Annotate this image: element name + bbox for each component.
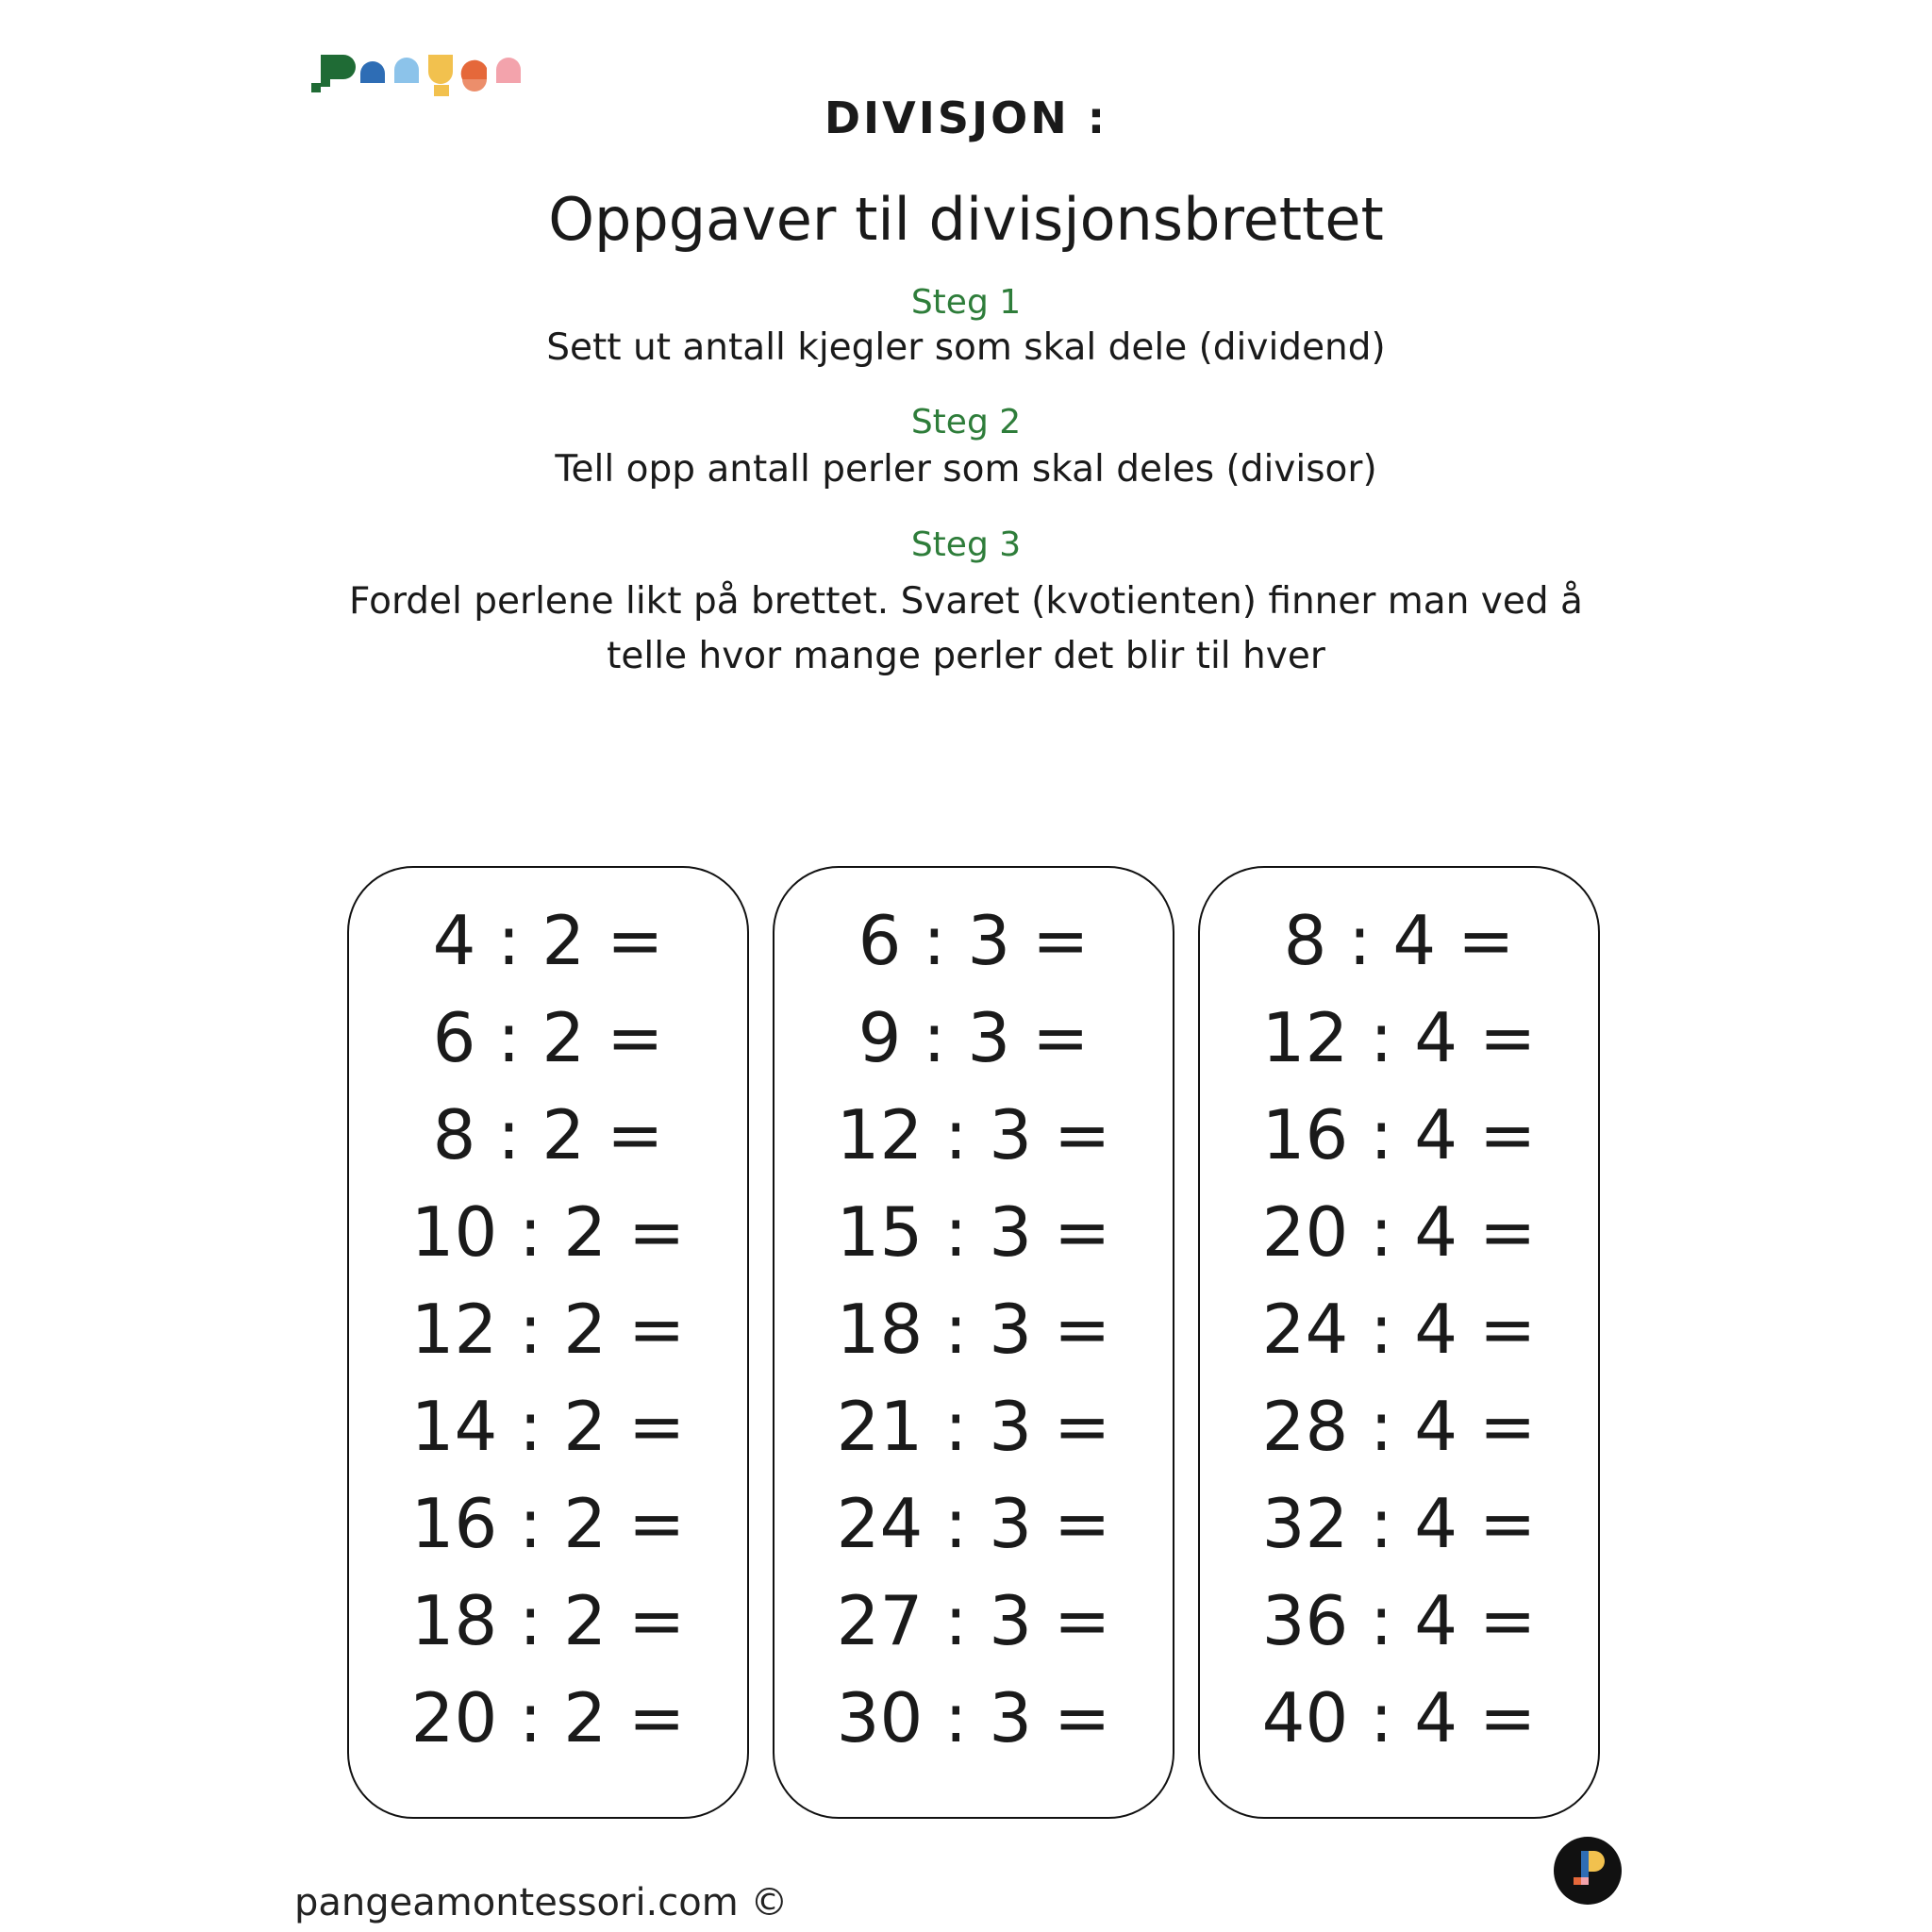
- division-problem: 15 : 3 =: [836, 1192, 1111, 1272]
- step-1-heading: Steg 1: [910, 283, 1022, 322]
- division-problem: 21 : 3 =: [836, 1387, 1111, 1466]
- division-problem: 28 : 4 =: [1261, 1387, 1537, 1466]
- division-problem: 32 : 4 =: [1261, 1484, 1537, 1563]
- division-problem: 20 : 4 =: [1261, 1192, 1537, 1272]
- step-2-heading: Steg 2: [910, 403, 1022, 441]
- division-problem: 24 : 3 =: [836, 1484, 1111, 1563]
- division-problem: 8 : 4 =: [1283, 901, 1515, 980]
- step-3-text-line-1: Fordel perlene likt på brettet. Svaret (kvotienten) finner man ved å: [349, 580, 1583, 623]
- division-problem: 20 : 2 =: [410, 1678, 686, 1757]
- division-problem: 36 : 4 =: [1261, 1581, 1537, 1660]
- footer-copyright: pangeamontessori.com ©: [294, 1881, 789, 1924]
- division-problem: 12 : 3 =: [836, 1095, 1111, 1174]
- division-problem: 6 : 2 =: [432, 998, 664, 1077]
- division-problem: 4 : 2 =: [432, 901, 664, 980]
- division-problem: 30 : 3 =: [836, 1678, 1111, 1757]
- worksheet-title: DIVISJON :: [824, 92, 1108, 143]
- division-problem: 10 : 2 =: [410, 1192, 686, 1272]
- division-problem: 9 : 3 =: [858, 998, 1090, 1077]
- division-problem: 18 : 2 =: [410, 1581, 686, 1660]
- division-problem: 6 : 3 =: [858, 901, 1090, 980]
- division-problem: 16 : 4 =: [1261, 1095, 1537, 1174]
- division-problem: 27 : 3 =: [836, 1581, 1111, 1660]
- division-problem: 12 : 2 =: [410, 1290, 686, 1369]
- worksheet-subtitle: Oppgaver til divisjonsbrettet: [548, 185, 1384, 254]
- division-problem: 8 : 2 =: [432, 1095, 664, 1174]
- step-1-text: Sett ut antall kjegler som skal dele (dividend): [546, 326, 1386, 369]
- division-card-by-2: [347, 866, 749, 1819]
- division-card-by-4: [1198, 866, 1600, 1819]
- step-3-text-line-2: telle hvor mange perler det blir til hver: [607, 635, 1325, 677]
- division-problem: 12 : 4 =: [1261, 998, 1537, 1077]
- division-problem: 24 : 4 =: [1261, 1290, 1537, 1369]
- division-card-by-3: [773, 866, 1174, 1819]
- division-problem: 40 : 4 =: [1261, 1678, 1537, 1757]
- step-2-text: Tell opp antall perler som skal deles (divisor): [555, 448, 1377, 491]
- division-problem: 14 : 2 =: [410, 1387, 686, 1466]
- pangea-round-logo-icon: [1553, 1836, 1623, 1906]
- division-problem: 18 : 3 =: [836, 1290, 1111, 1369]
- division-problem: 16 : 2 =: [410, 1484, 686, 1563]
- step-3-heading: Steg 3: [910, 525, 1022, 564]
